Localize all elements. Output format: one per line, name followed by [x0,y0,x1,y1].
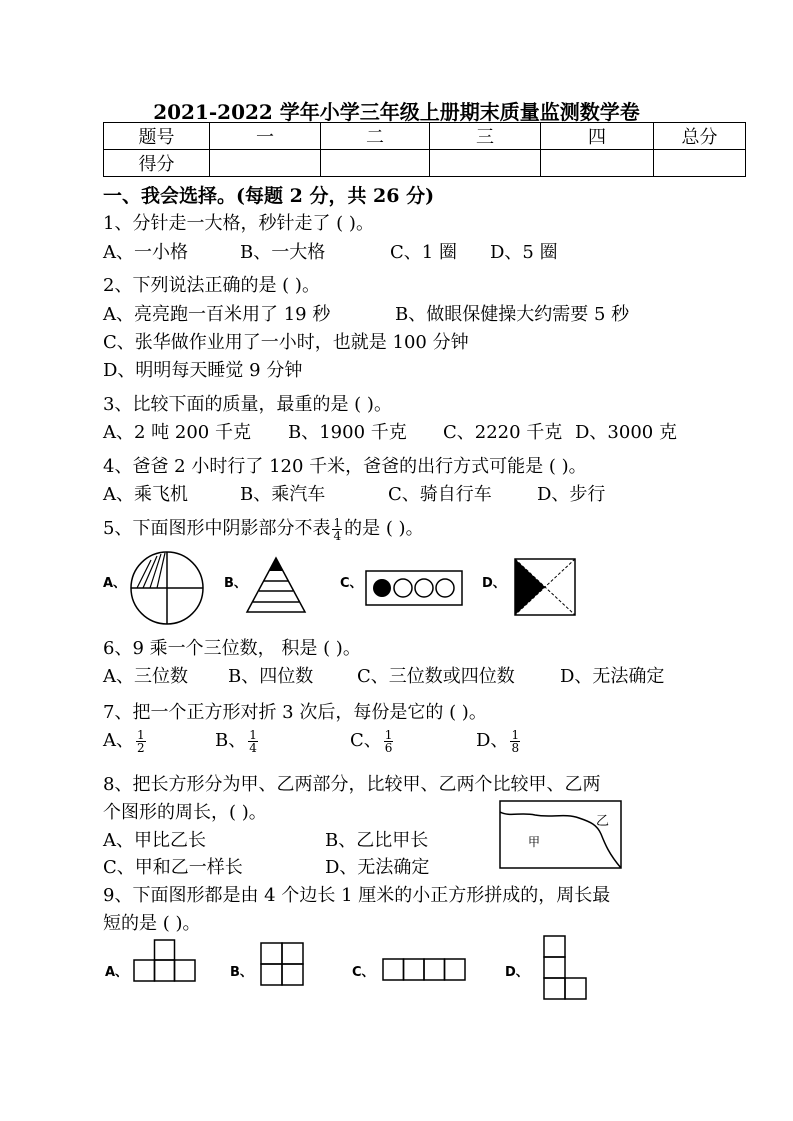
fraction: $\frac{1}{6}$ [384,727,393,755]
q5-stem-pre: 5、下面图形中阴影部分不表 [103,518,331,539]
q6-option-a: A、三位数 [103,666,188,687]
fraction: $\frac{1}{4}$ [249,727,257,755]
score-cell [654,150,746,177]
section-heading: 一、我会选择。(每题 2 分，共 26 分) [103,185,435,207]
q6-option-b: B、四位数 [228,666,314,687]
q5-label-d: D、 [482,576,506,591]
q4-option-b: B、乘汽车 [240,484,326,505]
q8-option-d: D、无法确定 [325,857,430,878]
q5-label-a: A、 [103,576,127,591]
q3-option-b: B、1900 千克 [288,422,407,443]
question-6-stem: 6、9 乘一个三位数， 积是 ( )。 [103,638,361,659]
question-1-stem: 1、分针走一大格，秒针走了 ( )。 [103,213,374,234]
q9-figure-a [133,939,197,983]
score-cell [321,150,430,177]
score-header-cell: 二 [321,123,430,150]
q9-label-d: D、 [505,965,529,980]
score-table-header-row [104,123,746,150]
q9-figure-c [382,958,466,982]
q8-option-b: B、乙比甲长 [325,830,429,851]
q1-option-d: D、5 圈 [490,242,558,263]
question-4-stem: 4、爸爸 2 小时行了 120 千米，爸爸的出行方式可能是 ( )。 [103,456,587,477]
q1-option-c: C、1 圈 [390,242,457,263]
q9-label-c: C、 [352,965,375,980]
q7-option-b: B、 $\frac{1}{4}$ [215,727,257,755]
q2-option-c: C、张华做作业用了一小时，也就是 100 分钟 [103,332,469,353]
q5-label-c: C、 [340,576,363,591]
score-table-score-row [104,150,746,177]
question-3-stem: 3、比较下面的质量，最重的是 ( )。 [103,394,392,415]
q1-option-a: A、一小格 [103,242,188,263]
score-header-cell: 总分 [654,123,746,150]
question-9-line-2: 短的是 ( )。 [103,913,201,934]
score-cell [430,150,541,177]
fraction-one-quarter: $\frac{1}{4}$ [333,515,342,543]
q9-figure-d [543,935,589,1001]
score-header-cell: 题号 [104,123,210,150]
q5-figure-b-triangle [245,556,307,614]
score-header-cell: 三 [430,123,541,150]
score-row-label: 得分 [104,150,210,177]
q4-option-a: A、乘飞机 [103,484,188,505]
fraction: $\frac{1}{8}$ [511,727,520,755]
score-header-cell: 一 [210,123,321,150]
question-2-stem: 2、下列说法正确的是 ( )。 [103,275,320,296]
q9-figure-b [260,942,304,986]
q8-label-jia: 甲 [528,835,541,849]
q3-option-d: D、3000 克 [575,422,677,443]
q6-option-c: C、三位数或四位数 [357,666,515,687]
q2-option-a: A、亮亮跑一百米用了 19 秒 [103,304,331,325]
question-8-line-1: 8、把长方形分为甲、乙两部分，比较甲、乙两个比较甲、乙两 [103,774,601,795]
q5-figure-a-circle [129,550,205,626]
score-table [103,122,746,177]
page-title: 2021-2022 学年小学三年级上册期末质量监测数学卷 [153,100,640,124]
q6-option-d: D、无法确定 [560,666,665,687]
q5-stem-post: 的是 ( )。 [344,518,424,539]
q4-option-d: D、步行 [537,484,606,505]
question-8-line-2: 个图形的周长，( )。 [103,802,267,823]
q3-option-c: C、2220 千克 [443,422,563,443]
q5-figure-d-square [514,558,576,616]
q4-option-c: C、骑自行车 [388,484,492,505]
q2-option-d: D、明明每天睡觉 9 分钟 [103,360,303,381]
q8-option-a: A、甲比乙长 [103,830,206,851]
q5-label-b: B、 [224,576,247,591]
question-5-stem [103,514,424,542]
q7-option-c: C、 $\frac{1}{6}$ [350,727,393,755]
question-7-stem: 7、把一个正方形对折 3 次后，每份是它的 ( )。 [103,702,487,723]
fraction: $\frac{1}{2}$ [137,727,145,755]
q8-label-yi: 乙 [596,814,610,829]
q9-label-b: B、 [230,965,253,980]
q7-option-a: A、 $\frac{1}{2}$ [103,727,145,755]
q3-option-a: A、2 吨 200 千克 [103,422,251,443]
score-cell [541,150,654,177]
q5-figure-c-circles [365,570,463,606]
q1-option-b: B、一大格 [240,242,326,263]
q2-option-b: B、做眼保健操大约需要 5 秒 [395,304,630,325]
q7-option-d: D、 $\frac{1}{8}$ [476,727,520,755]
question-9-line-1: 9、下面图形都是由 4 个边长 1 厘米的小正方形拼成的，周长最 [103,885,611,906]
q9-label-a: A、 [105,965,129,980]
score-cell [210,150,321,177]
score-header-cell: 四 [541,123,654,150]
q8-option-c: C、甲和乙一样长 [103,857,243,878]
